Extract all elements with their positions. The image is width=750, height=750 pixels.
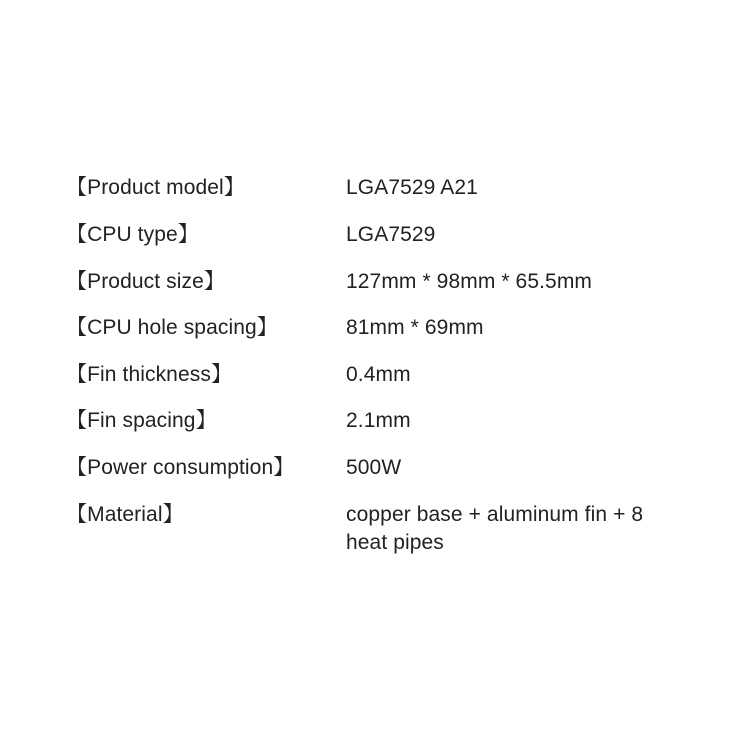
spec-label: 【Product size】 xyxy=(66,270,225,293)
spec-value: 500W xyxy=(346,456,402,479)
spec-value: 127mm * 98mm * 65.5mm xyxy=(346,270,593,293)
spec-value: 81mm * 69mm xyxy=(346,316,484,339)
spec-label: 【Product model】 xyxy=(66,176,245,199)
spec-label: 【Power consumption】 xyxy=(66,456,295,479)
spec-label: 【Fin thickness】 xyxy=(66,363,233,386)
spec-label: 【CPU type】 xyxy=(66,223,199,246)
spec-label: 【Material】 xyxy=(66,503,184,526)
spec-value: copper base + aluminum fin + 8 heat pipes xyxy=(346,503,644,554)
spec-value: 2.1mm xyxy=(346,409,411,432)
spec-value: 0.4mm xyxy=(346,363,411,386)
spec-label: 【CPU hole spacing】 xyxy=(66,316,278,339)
spec-value: LGA7529 xyxy=(346,223,436,246)
spec-value: LGA7529 A21 xyxy=(346,176,478,199)
spec-label: 【Fin spacing】 xyxy=(66,409,217,432)
